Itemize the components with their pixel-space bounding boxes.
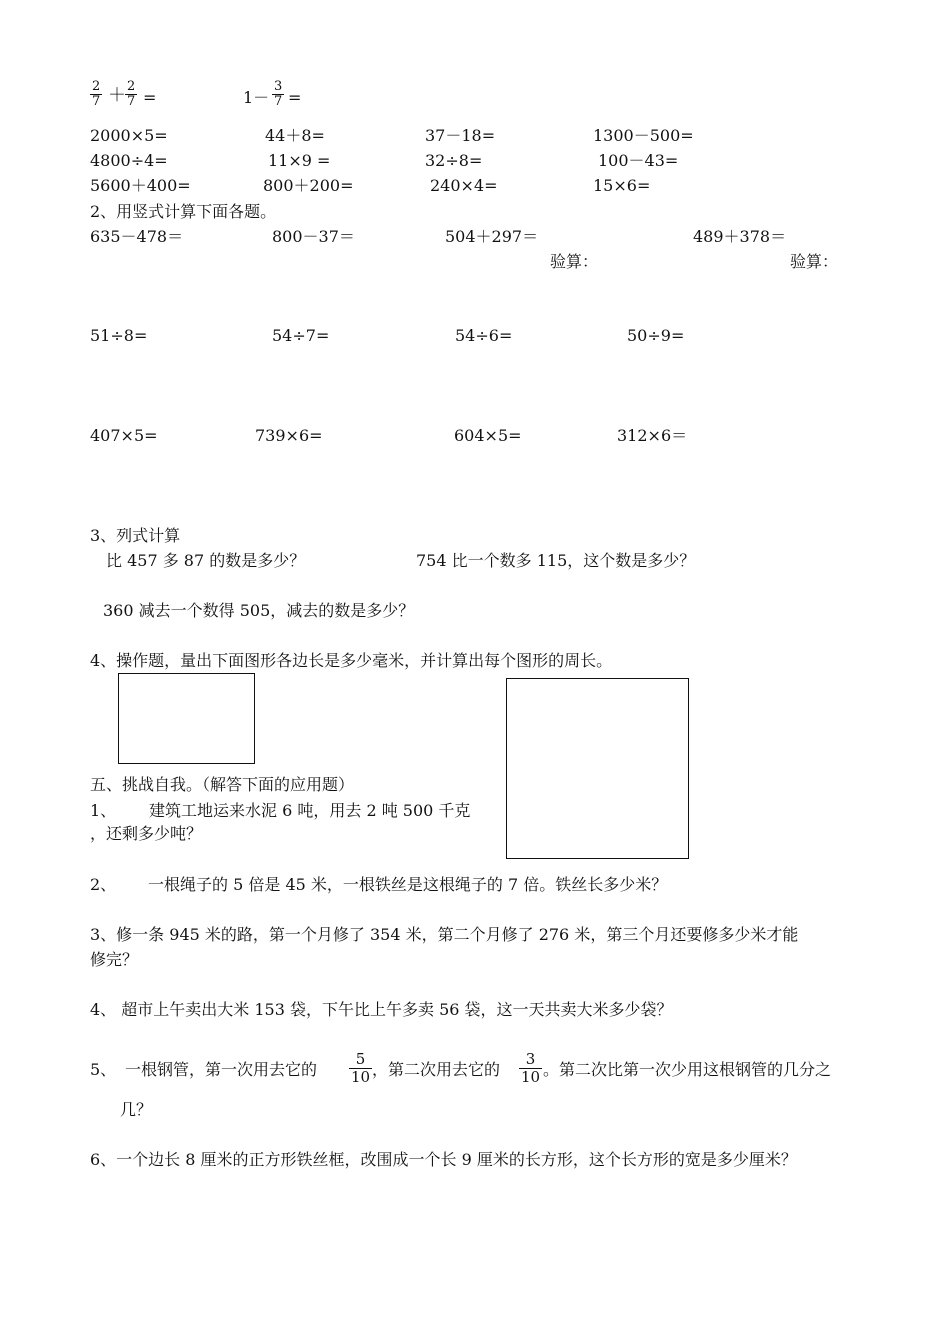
word-problem: 754 比一个数多 115，这个数是多少？: [416, 551, 696, 570]
equals-sign: =: [143, 88, 157, 107]
rectangle-figure: [118, 673, 255, 764]
one-minus: 1－: [243, 88, 270, 107]
oral-problem: 100－43=: [598, 151, 679, 170]
application-problem-continued: ，还剩多少吨？: [90, 824, 203, 843]
problem-number: 1、: [90, 801, 117, 820]
application-problem-continued: 几？: [120, 1100, 153, 1119]
fraction-2-7-a: [90, 80, 102, 109]
denominator: 7: [92, 94, 101, 109]
vertical-problem: 312×6＝: [617, 426, 688, 445]
check-label: 验算：: [550, 252, 599, 271]
oral-problem: 37－18=: [425, 126, 496, 145]
application-problem: 建筑工地运来水泥 6 吨，用去 2 吨 500 千克: [149, 801, 471, 820]
vertical-problem: 51÷8=: [90, 326, 148, 345]
fraction-3-7: [272, 80, 284, 109]
vertical-problem: 504＋297＝: [445, 227, 539, 246]
oral-problem: 4800÷4=: [90, 151, 168, 170]
numerator: 2: [92, 79, 101, 94]
section-4-title: 4、操作题，量出下面图形各边长是多少毫米，并计算出每个图形的周长。: [90, 651, 613, 670]
denominator: 7: [274, 94, 283, 109]
fraction-3-10: [519, 1051, 542, 1086]
square-figure: [506, 678, 689, 859]
application-problem-continued: 修完？: [90, 950, 139, 969]
application-problem: 。第二次比第一次少用这根钢管的几分之: [543, 1060, 832, 1079]
oral-problem: 5600＋400=: [90, 176, 191, 195]
oral-problem: 240×4=: [430, 176, 498, 195]
vertical-problem: 407×5=: [90, 426, 158, 445]
fraction-2-7-b: [125, 80, 137, 109]
denominator: 10: [351, 1068, 371, 1086]
application-problem: 3、修一条 945 米的路，第一个月修了 354 米，第二个月修了 276 米，第三个月还要修多少米才能: [90, 925, 799, 944]
numerator: 3: [274, 79, 283, 94]
vertical-problem: 635－478＝: [90, 227, 184, 246]
application-problem: ，第二次用去它的: [372, 1060, 501, 1079]
numerator: 5: [355, 1050, 366, 1068]
application-problem: 一根绳子的 5 倍是 45 米，一根铁丝是这根绳子的 7 倍。铁丝长多少米？: [148, 875, 668, 894]
vertical-problem: 489＋378＝: [693, 227, 787, 246]
section-5-title: 五、挑战自我。（解答下面的应用题）: [90, 775, 355, 794]
application-problem: 6、一个边长 8 厘米的正方形铁丝框，改围成一个长 9 厘米的长方形，这个长方形的宽是多少厘米？: [90, 1150, 797, 1169]
application-problem: 4、 超市上午卖出大米 153 袋，下午比上午多卖 56 袋，这一天共卖大米多少袋？: [90, 1000, 673, 1019]
oral-problem: 1300－500=: [593, 126, 694, 145]
numerator: 2: [127, 79, 136, 94]
vertical-problem: 800－37＝: [272, 227, 355, 246]
denominator: 7: [127, 94, 136, 109]
oral-problem: 32÷8=: [425, 151, 483, 170]
equals-sign: =: [288, 88, 302, 107]
denominator: 10: [521, 1068, 541, 1086]
fraction-5-10: [349, 1051, 372, 1086]
oral-problem: 11×9 =: [268, 151, 331, 170]
vertical-problem: 739×6=: [255, 426, 323, 445]
plus-sign: ＋: [108, 85, 126, 106]
oral-problem: 15×6=: [593, 176, 651, 195]
vertical-problem: 54÷7=: [272, 326, 330, 345]
vertical-problem: 50÷9=: [627, 326, 685, 345]
word-problem: 比 457 多 87 的数是多少？: [106, 551, 306, 570]
problem-number: 2、: [90, 875, 117, 894]
section-3-title: 3、列式计算: [90, 526, 181, 545]
section-2-title: 2、用竖式计算下面各题。: [90, 202, 277, 221]
problem-number: 5、: [90, 1060, 117, 1079]
numerator: 3: [525, 1050, 536, 1068]
vertical-problem: 54÷6=: [455, 326, 513, 345]
application-problem: 一根钢管，第一次用去它的: [125, 1060, 318, 1079]
oral-problem: 2000×5=: [90, 126, 168, 145]
oral-problem: 800＋200=: [263, 176, 354, 195]
oral-problem: 44＋8=: [265, 126, 325, 145]
vertical-problem: 604×5=: [454, 426, 522, 445]
word-problem: 360 减去一个数得 505，减去的数是多少？: [103, 601, 415, 620]
check-label: 验算：: [790, 252, 839, 271]
